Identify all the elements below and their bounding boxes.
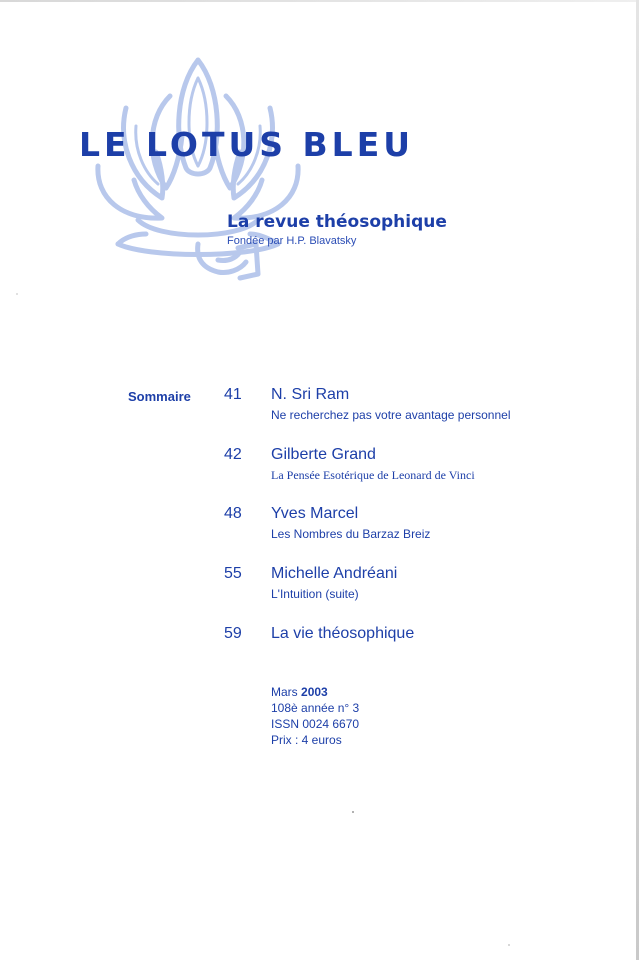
- page-top-edge: [0, 0, 639, 2]
- toc-article-title: Les Nombres du Barzaz Breiz: [271, 527, 431, 541]
- magazine-subtitle: La revue théosophique: [227, 212, 447, 232]
- founder-line: Fondée par H.P. Blavatsky: [227, 235, 357, 247]
- magazine-title: LE LOTUS BLEU: [79, 125, 415, 164]
- issue-number: 108è année n° 3: [271, 701, 360, 715]
- toc-page-number: 48: [224, 505, 242, 522]
- toc-author: Michelle Andréani: [271, 565, 398, 582]
- toc-author: Gilberte Grand: [271, 446, 376, 463]
- toc-article-title: L'Intuition (suite): [271, 587, 359, 601]
- lotus-icon: [78, 48, 318, 288]
- sommaire-heading: Sommaire: [128, 389, 191, 404]
- print-speck: [508, 944, 510, 946]
- toc-page-number: 42: [224, 446, 242, 463]
- print-speck: [352, 811, 354, 813]
- toc-author: Yves Marcel: [271, 505, 359, 522]
- issue-year: 2003: [301, 685, 328, 699]
- issue-info: [271, 684, 359, 748]
- issue-date: [271, 684, 359, 700]
- issue-month: Mars: [271, 685, 298, 699]
- print-speck: [16, 293, 18, 295]
- toc-page-number: 59: [224, 625, 242, 642]
- toc-author: N. Sri Ram: [271, 386, 350, 403]
- toc-article-title: Ne recherchez pas votre avantage personnel: [271, 408, 511, 422]
- toc-page-number: 55: [224, 565, 242, 582]
- issue-price: Prix : 4 euros: [271, 733, 342, 747]
- toc-page-number: 41: [224, 386, 242, 403]
- issue-issn: ISSN 0024 6670: [271, 717, 360, 731]
- toc-article-title: La Pensée Esotérique de Leonard de Vinci: [271, 468, 475, 482]
- toc-section-title: La vie théosophique: [271, 625, 415, 642]
